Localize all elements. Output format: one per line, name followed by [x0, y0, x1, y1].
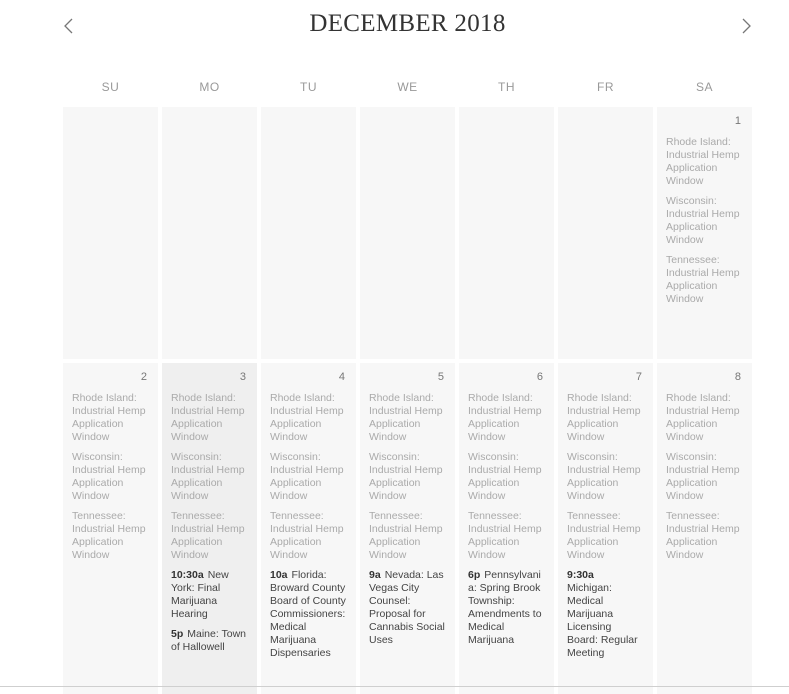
- event-wisconsin[interactable]: Wisconsin: Industrial Hemp Application Window: [666, 195, 740, 246]
- event-title: Pennsylvania: Spring Brook Township: Amendments to Medical Marijuana: [468, 569, 542, 646]
- event-wisconsin[interactable]: Wisconsin: Industrial Hemp Application Window: [171, 451, 245, 502]
- event-new-york-hearing[interactable]: [171, 569, 249, 621]
- event-tennessee[interactable]: Tennessee: Industrial Hemp Application Window: [666, 254, 740, 305]
- calendar-day-2[interactable]: [63, 363, 158, 694]
- event-wisconsin[interactable]: Wisconsin: Industrial Hemp Application Window: [468, 451, 542, 502]
- event-wisconsin[interactable]: Wisconsin: Industrial Hemp Application Window: [666, 451, 740, 502]
- calendar-day-5[interactable]: [360, 363, 455, 694]
- day-number: 3: [239, 371, 246, 383]
- divider: [0, 686, 789, 687]
- event-rhode-island[interactable]: Rhode Island: Industrial Hemp Application Window: [567, 392, 641, 443]
- calendar-day-8[interactable]: [657, 363, 752, 694]
- event-pennsylvania-spring-brook[interactable]: [468, 569, 546, 647]
- weekday-label: SA: [695, 80, 713, 94]
- event-rhode-island[interactable]: Rhode Island: Industrial Hemp Application Window: [666, 392, 740, 443]
- event-nevada-las-vegas[interactable]: [369, 569, 447, 647]
- event-florida-broward[interactable]: [270, 569, 348, 660]
- weekday-label: MO: [199, 80, 220, 94]
- event-rhode-island[interactable]: Rhode Island: Industrial Hemp Application Window: [72, 392, 146, 443]
- calendar-day-7[interactable]: [558, 363, 653, 694]
- event-tennessee[interactable]: Tennessee: Industrial Hemp Application Window: [666, 510, 740, 561]
- event-title: Michigan: Medical Marijuana Licensing Board: Regular Meeting: [567, 582, 638, 659]
- calendar-day-3-today[interactable]: [162, 363, 257, 694]
- event-title: Nevada: Las Vegas City Counsel: Proposal for Cannabis Social Uses: [369, 569, 445, 646]
- event-michigan-licensing[interactable]: [567, 569, 645, 660]
- day-number: 5: [437, 371, 444, 383]
- event-title: New York: Final Marijuana Hearing: [171, 569, 229, 620]
- event-tennessee[interactable]: Tennessee: Industrial Hemp Application Window: [72, 510, 146, 561]
- event-rhode-island[interactable]: Rhode Island: Industrial Hemp Application Window: [369, 392, 443, 443]
- calendar-cell-empty: [162, 107, 257, 359]
- event-title: Maine: Town of Hallowell: [171, 628, 247, 653]
- weekday-label: FR: [597, 80, 614, 94]
- event-tennessee[interactable]: Tennessee: Industrial Hemp Application Window: [468, 510, 542, 561]
- event-time: 10a: [270, 569, 288, 581]
- event-rhode-island[interactable]: Rhode Island: Industrial Hemp Application Window: [666, 136, 740, 187]
- calendar-day-4[interactable]: [261, 363, 356, 694]
- next-month-button[interactable]: [734, 14, 758, 38]
- calendar-cell-empty: [459, 107, 554, 359]
- chevron-right-icon: [734, 14, 758, 38]
- calendar-cell-empty: [63, 107, 158, 359]
- calendar-cell-empty: [360, 107, 455, 359]
- event-time: 6p: [468, 569, 481, 581]
- event-wisconsin[interactable]: Wisconsin: Industrial Hemp Application Window: [270, 451, 344, 502]
- calendar-cell-empty: [558, 107, 653, 359]
- calendar-day-6[interactable]: [459, 363, 554, 694]
- event-tennessee[interactable]: Tennessee: Industrial Hemp Application Window: [171, 510, 245, 561]
- event-time: 10:30a: [171, 569, 204, 581]
- event-wisconsin[interactable]: Wisconsin: Industrial Hemp Application Window: [72, 451, 146, 502]
- event-tennessee[interactable]: Tennessee: Industrial Hemp Application Window: [270, 510, 344, 561]
- event-rhode-island[interactable]: Rhode Island: Industrial Hemp Application Window: [468, 392, 542, 443]
- weekday-label: SU: [101, 80, 120, 94]
- event-tennessee[interactable]: Tennessee: Industrial Hemp Application Window: [369, 510, 443, 561]
- weekday-header-row: [63, 80, 753, 96]
- event-title: Florida: Broward County Board of County Commissioners: Medical Marijuana Dispensaries: [270, 569, 346, 659]
- day-number: 6: [536, 371, 543, 383]
- day-number: 7: [635, 371, 642, 383]
- event-time: 5p: [171, 628, 184, 640]
- day-number: 2: [140, 371, 147, 383]
- weekday-label: WE: [397, 80, 418, 94]
- event-tennessee[interactable]: Tennessee: Industrial Hemp Application Window: [567, 510, 641, 561]
- weekday-label: TU: [300, 80, 317, 94]
- day-number: 1: [734, 115, 741, 127]
- day-number: 8: [734, 371, 741, 383]
- day-number: 4: [338, 371, 345, 383]
- month-title: DECEMBER 2018: [309, 10, 506, 37]
- event-time: 9:30a: [567, 569, 594, 581]
- event-rhode-island[interactable]: Rhode Island: Industrial Hemp Application Window: [270, 392, 344, 443]
- event-time: 9a: [369, 569, 381, 581]
- weekday-label: TH: [498, 80, 515, 94]
- event-wisconsin[interactable]: Wisconsin: Industrial Hemp Application Window: [369, 451, 443, 502]
- event-rhode-island[interactable]: Rhode Island: Industrial Hemp Application Window: [171, 392, 245, 443]
- calendar-header: [0, 0, 789, 60]
- event-wisconsin[interactable]: Wisconsin: Industrial Hemp Application Window: [567, 451, 641, 502]
- calendar-cell-empty: [261, 107, 356, 359]
- calendar-day-1[interactable]: [657, 107, 752, 359]
- event-maine-hallowell[interactable]: [171, 628, 249, 654]
